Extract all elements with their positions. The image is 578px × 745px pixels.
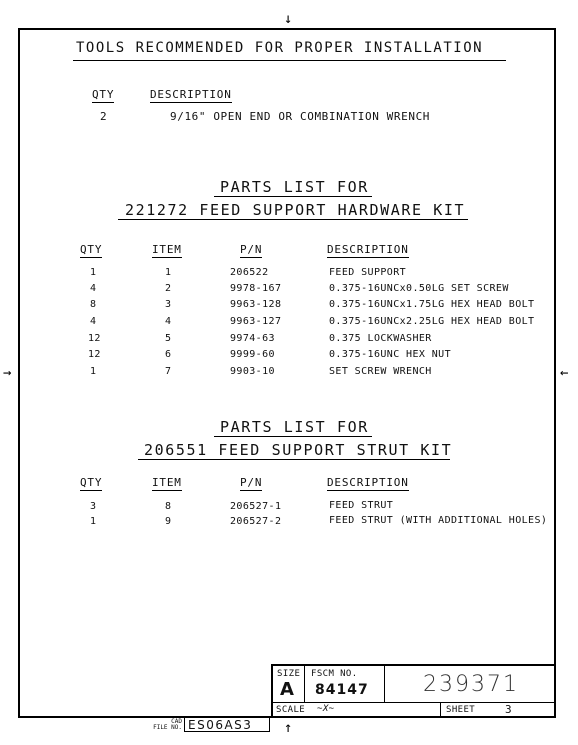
pn-cell: 9978-167	[230, 283, 282, 294]
item-cell: 7	[165, 366, 172, 377]
description-cell: FEED STRUT	[329, 500, 394, 511]
tools-row-qty: 2	[100, 110, 108, 123]
pn-cell: 9963-127	[230, 316, 282, 327]
item-cell: 2	[165, 283, 172, 294]
kit1-title-line1-underline	[214, 196, 372, 197]
description-cell: 0.375-16UNC HEX NUT	[329, 349, 451, 360]
top-center-arrow-icon: ↓	[284, 11, 293, 27]
pn-cell: 9903-10	[230, 366, 275, 377]
qty-cell: 8	[90, 299, 97, 310]
qty-cell: 4	[90, 316, 97, 327]
description-cell: FEED STRUT (WITH ADDITIONAL HOLES)	[329, 515, 548, 526]
fscm-cell	[305, 666, 385, 702]
left-center-arrow-icon: →	[3, 365, 12, 381]
size-cell	[273, 666, 305, 702]
qty-cell: 1	[90, 267, 97, 278]
tools-title: TOOLS RECOMMENDED FOR PROPER INSTALLATION	[76, 40, 484, 56]
sheet-value: 3	[505, 703, 512, 716]
description-cell: FEED SUPPORT	[329, 267, 407, 278]
kit2-title-line1-underline	[214, 436, 372, 437]
description-cell: 0.375-16UNCx1.75LG HEX HEAD BOLT	[329, 299, 535, 310]
qty-cell: 1	[90, 366, 97, 377]
qty-cell: 4	[90, 283, 97, 294]
tools-desc-header: DESCRIPTION	[150, 88, 232, 101]
item-cell: 5	[165, 333, 172, 344]
bottom-center-arrow-icon: ↑	[284, 720, 293, 736]
size-value: A	[280, 679, 294, 700]
qty-cell: 12	[88, 333, 101, 344]
pn-cell: 206522	[230, 267, 269, 278]
scale-label: SCALE	[276, 705, 306, 715]
size-label: SIZE	[277, 669, 301, 679]
item-cell: 1	[165, 267, 172, 278]
qty-cell: 3	[90, 501, 97, 512]
right-center-arrow-icon: ←	[560, 365, 569, 381]
pn-cell: 9999-60	[230, 349, 275, 360]
scale-cell	[273, 702, 441, 718]
tools-row-description: 9/16" OPEN END OR COMBINATION WRENCH	[170, 110, 431, 123]
description-cell: 0.375 LOCKWASHER	[329, 333, 432, 344]
title-block	[271, 664, 556, 718]
kit1-title-line2-underline	[118, 219, 468, 220]
drawing-border	[18, 28, 556, 718]
fscm-label: FSCM NO.	[311, 669, 358, 679]
kit2-desc-header: DESCRIPTION	[327, 476, 409, 489]
drawing-number: 239371	[423, 672, 519, 697]
kit1-desc-header: DESCRIPTION	[327, 243, 409, 256]
item-cell: 8	[165, 501, 172, 512]
kit2-item-header: ITEM	[152, 476, 182, 489]
description-cell: 0.375-16UNCx0.50LG SET SCREW	[329, 283, 509, 294]
cad-file-value: ES06AS3	[188, 718, 253, 732]
cad-label-top: CAD	[171, 718, 182, 725]
pn-cell: 206527-1	[230, 501, 282, 512]
description-cell: 0.375-16UNCx2.25LG HEX HEAD BOLT	[329, 316, 535, 327]
kit2-title-line2: 206551 FEED SUPPORT STRUT KIT	[144, 441, 453, 459]
sheet-cell	[441, 702, 556, 718]
item-cell: 6	[165, 349, 172, 360]
item-cell: 3	[165, 299, 172, 310]
scale-value: ~X~	[317, 704, 335, 714]
pn-cell: 9974-63	[230, 333, 275, 344]
kit2-title-line2-underline	[138, 459, 450, 460]
item-cell: 9	[165, 516, 172, 527]
description-cell: SET SCREW WRENCH	[329, 366, 432, 377]
kit1-pn-header: P/N	[240, 243, 263, 256]
qty-cell: 12	[88, 349, 101, 360]
kit1-title-line2: 221272 FEED SUPPORT HARDWARE KIT	[125, 201, 466, 219]
kit2-title-line1: PARTS LIST FOR	[220, 418, 369, 436]
kit2-qty-header: QTY	[80, 476, 103, 489]
sheet-label: SHEET	[446, 705, 476, 715]
drawing-number-cell	[385, 666, 556, 702]
item-cell: 4	[165, 316, 172, 327]
tools-title-underline	[73, 60, 506, 61]
cad-file-label	[148, 719, 182, 731]
kit1-qty-header: QTY	[80, 243, 103, 256]
pn-cell: 206527-2	[230, 516, 282, 527]
pn-cell: 9963-128	[230, 299, 282, 310]
kit1-item-header: ITEM	[152, 243, 182, 256]
kit2-pn-header: P/N	[240, 476, 263, 489]
qty-cell: 1	[90, 516, 97, 527]
cad-label-bottom: FILE NO.	[153, 724, 182, 731]
fscm-value: 84147	[315, 682, 369, 698]
cad-file-box	[184, 717, 270, 732]
kit1-title-line1: PARTS LIST FOR	[220, 178, 369, 196]
tools-qty-header: QTY	[92, 88, 115, 101]
